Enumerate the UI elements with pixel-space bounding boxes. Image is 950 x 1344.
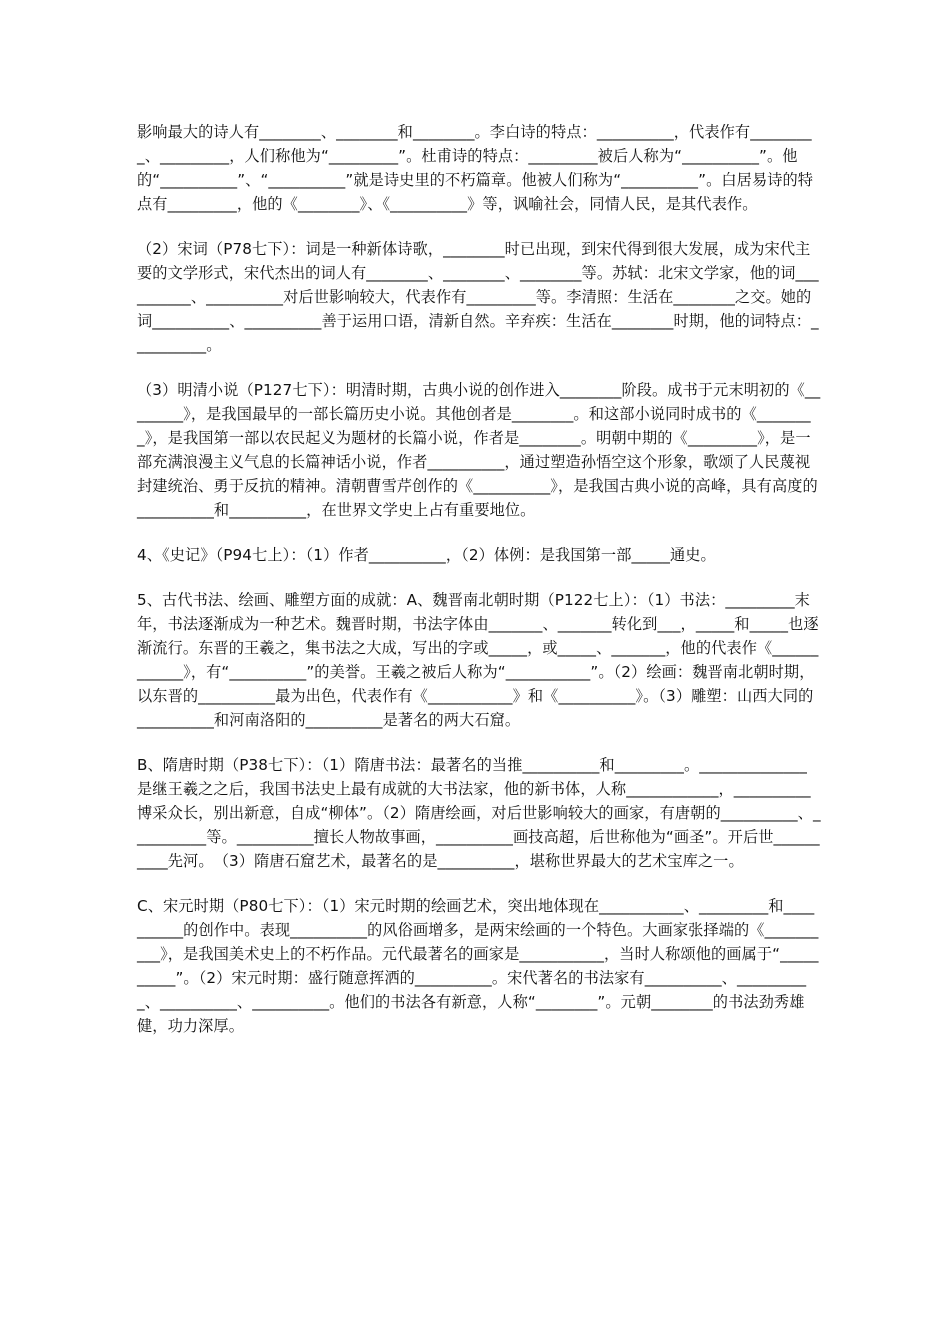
paragraph-song-ci: （2）宋词（P78七下）：词是一种新体诗歌，________时已出现，到宋代得到很大发展，成为宋代主要的文学形式，宋代杰出的词人有________、________、________等。苏轼：北宋文学家，他的词__________、__________对后世影响较大，代表作有_________等。李清照：生活在________之交。她的词__________、__________善于运用口语，清新自然。辛弃疾：生活在________时期，他的词特点：__________。 — [137, 240, 819, 354]
paragraph-wei-jin-art: 5、古代书法、绘画、雕塑方面的成就：A、魏晋南北朝时期（P122七上）：（1）书法：_________末年，书法逐渐成为一种艺术。魏晋时期，书法字体由_______、_______转化到___，_____和_____也逐渐流行。东晋的王羲之，集书法之大成，写出的字或_____，或_____、_______，他的代表作《____________》，有“__________”的美誉。王羲之被后人称为“___________”。（2）绘画：魏晋南北朝时期，以东晋的__________最为出色，代表作有《___________》和《__________》。（3）雕塑：山西大同的__________和河南洛阳的__________是著名的两大石窟。 — [137, 591, 819, 729]
paragraph-tang-poetry: 影响最大的诗人有________、________和________。李白诗的特点：__________，代表作有_________、_________，人们称他为“_________”。杜甫诗的特点：_________被后人称为“__________”。他的“__________”、“__________”就是诗史里的不朽篇章。他被人们称为“__________”。白居易诗的特点有_________，他的《________》、《__________》等，讽喻社会，同情人民，是其代表作。 — [137, 123, 814, 213]
document-body — [137, 120, 821, 1059]
paragraph-ming-qing-novels: （3）明清小说（P127七下）：明清时期，古典小说的创作进入________阶段。成书于元末明初的《________》，是我国最早的一部长篇历史小说。其他创者是________。和这部小说同时成书的《________》，是我国第一部以农民起义为题材的长篇小说，作者是________。明朝中期的《_________》，是一部充满浪漫主义气息的长篇神话小说，作者__________，通过塑造孙悟空这个形象，歌颂了人民蔑视封建统治、勇于反抗的精神。清朝曹雪芹创作的《__________》，是我国古典小说的高峰，具有高度的__________和__________，在世界文学史上占有重要地位。 — [137, 381, 821, 519]
paragraph-song-yuan-art: C、宋元时期（P80七下）：（1）宋元时期的绘画艺术，突出地体现在___________、_________和__________的创作中。表现__________的风俗画增多，是两宋绘画的一个特色。大画家张择端的《__________》，是我国美术史上的不朽作品。元代最著名的画家是___________，当时人称颂他的画属于“__________”。（2）宋元时期：盛行随意挥洒的__________。宋代著名的书法家有__________、__________、__________、__________。他们的书法各有新意，人称“________”。元朝________的书法劲秀雄健，功力深厚。 — [137, 897, 819, 1035]
paragraph-sui-tang-art: B、隋唐时期（P38七下）：（1）隋唐书法：最著名的当推__________和_________。______________是继王羲之之后，我国书法史上最有成就的大书法家，他的新书体，人称____________，__________博采众长，别出新意，自成“柳体”。（2）隋唐绘画，对后世影响较大的画家，有唐朝的__________、__________等。__________擅长人物故事画，__________画技高超，后世称他为“画圣”。开后世__________先河。 （3）隋唐石窟艺术，最著名的是__________，堪称世界最大的艺术宝库之一。 — [137, 756, 821, 870]
paragraph-shiji: 4、《史记》（P94七上）：（1）作者__________，（2）体例：是我国第一部_____通史。 — [137, 546, 716, 564]
